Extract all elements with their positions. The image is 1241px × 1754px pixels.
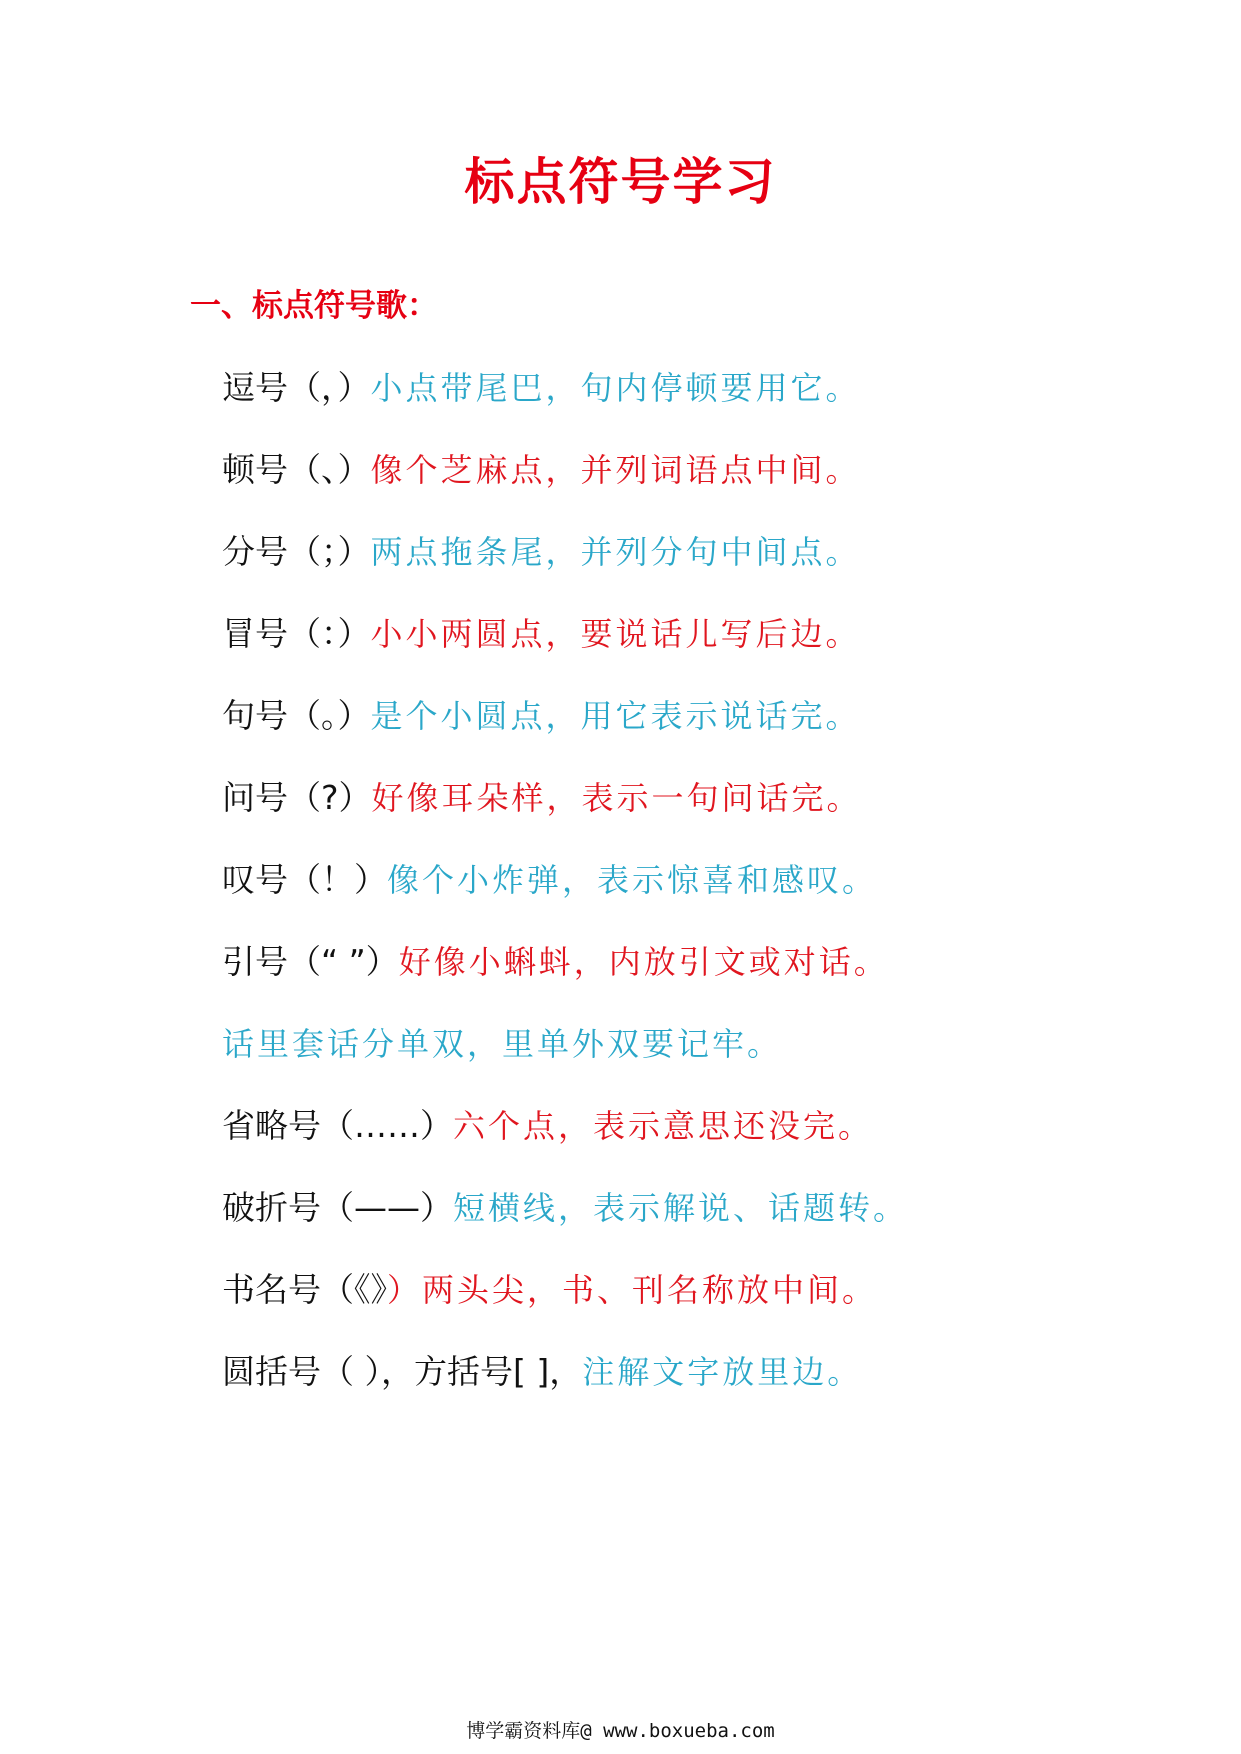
song-line-text: 小小两圆点，要说话儿写后边。 xyxy=(370,615,861,653)
song-line-label: 引号（“ ”） xyxy=(222,942,399,981)
song-line-label: 问号（?） xyxy=(222,778,372,817)
song-line-text: 小点带尾巴，句内停顿要用它。 xyxy=(370,369,861,407)
song-line-text: 短横线，表示解说、话题转。 xyxy=(453,1189,909,1227)
song-line-dash xyxy=(222,1182,1182,1264)
footer-watermark: 博学霸资料库@ www.boxueba.com xyxy=(466,1720,775,1742)
song-line-comma xyxy=(222,362,1182,444)
song-line-text: 是个小圆点，用它表示说话完。 xyxy=(370,697,861,735)
song-line-text: 好像耳朵样，表示一句问话完。 xyxy=(371,779,862,817)
song-line-text: 两点拖条尾，并列分句中间点。 xyxy=(370,533,861,571)
song-line-text: 像个芝麻点，并列词语点中间。 xyxy=(370,451,861,489)
song-line-question-mark xyxy=(222,772,1182,854)
song-line-label: 分号（；） xyxy=(222,532,371,571)
song-line-text: 六个点，表示意思还没完。 xyxy=(453,1107,874,1145)
song-line-title-marks xyxy=(222,1264,1182,1346)
song-line-label: 圆括号（ ），方括号[ ]， xyxy=(222,1352,583,1391)
song-line-text: 好像小蝌蚪，内放引文或对话。 xyxy=(398,943,889,981)
song-line-label: 破折号（——） xyxy=(222,1188,453,1227)
song-line-semicolon xyxy=(222,526,1182,608)
song-line-text: ）两头尖，书、刊名称放中间。 xyxy=(387,1271,878,1309)
song-line-text: 像个小炸弹，表示惊喜和感叹。 xyxy=(387,861,878,899)
song-line-text: 注解文字放里边。 xyxy=(582,1353,863,1391)
song-line-label: 逗号（，） xyxy=(222,368,371,407)
song-line-period xyxy=(222,690,1182,772)
song-line-label: 句号（。） xyxy=(222,696,371,735)
song-line-label: 叹号（！） xyxy=(222,860,387,899)
song-line-text: 话里套话分单双，里单外双要记牢。 xyxy=(222,1025,783,1063)
song-line-quotation xyxy=(222,936,1182,1018)
song-line-brackets xyxy=(222,1346,1182,1428)
song-line-label: 冒号（：） xyxy=(222,614,371,653)
song-line-label: 顿号（、） xyxy=(222,450,371,489)
song-line-label: 书名号（《》 xyxy=(222,1270,387,1309)
song-line-label: 省略号（……） xyxy=(222,1106,453,1145)
section-heading: 一、标点符号歌： xyxy=(190,288,438,324)
punctuation-song xyxy=(222,362,1182,1428)
song-line-quotation-continued xyxy=(222,1018,1182,1100)
song-line-exclamation xyxy=(222,854,1182,936)
page-title: 标点符号学习 xyxy=(464,153,777,211)
song-line-enumeration-comma xyxy=(222,444,1182,526)
song-line-colon xyxy=(222,608,1182,690)
song-line-ellipsis xyxy=(222,1100,1182,1182)
